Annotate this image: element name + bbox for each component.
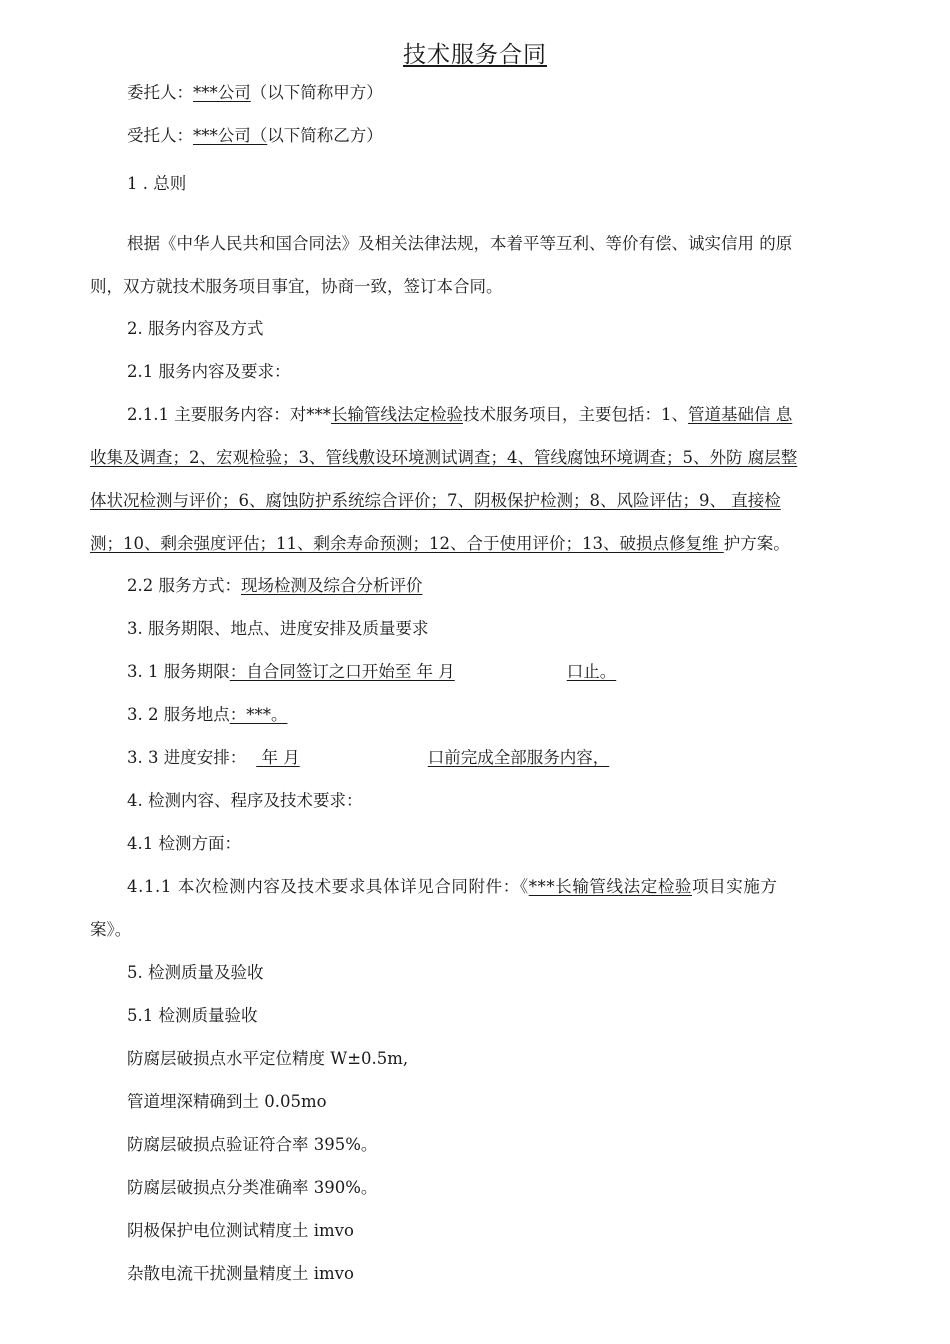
section-3-heading: 3. 服务期限、地点、进度安排及质量要求 bbox=[127, 619, 429, 638]
quality-item: 防腐层破损点验证符合率 395%。 bbox=[127, 1135, 378, 1154]
section-2-heading: 2. 服务内容及方式 bbox=[127, 319, 264, 338]
s211-prefix: 2.1.1 主要服务内容：对*** bbox=[127, 405, 331, 424]
s32-label: 3. 2 服务地点 bbox=[127, 705, 230, 724]
section-2-1-1-line-4 bbox=[90, 533, 790, 555]
s22-value: 现场检测及综合分析评价 bbox=[241, 576, 423, 595]
s211-project: 长输管线法定检验 bbox=[330, 405, 463, 424]
client-label: 委托人： bbox=[127, 83, 193, 102]
s31-label: 3. 1 服务期限 bbox=[127, 662, 230, 681]
s211-mid: 技术服务项目，主要包括：1、 bbox=[462, 405, 688, 424]
section-4-1-1-line-2: 案》。 bbox=[90, 920, 132, 939]
section-2-1-1-line-1 bbox=[127, 404, 792, 426]
s211-item1: 管道基础信 息 bbox=[687, 405, 793, 424]
section-1-paragraph-line-1: 根据《中华人民共和国合同法》及相关法律法规，本着平等互利、等价有偿、诚实信用 的原 bbox=[127, 234, 793, 253]
s31-value: ：自合同签订之口开始至 年 月 口止。 bbox=[229, 662, 617, 681]
section-5-heading: 5. 检测质量及验收 bbox=[127, 963, 264, 982]
section-3-3 bbox=[127, 747, 609, 769]
section-5-1: 5.1 检测质量验收 bbox=[127, 1006, 258, 1025]
client-name: ***公司 bbox=[193, 83, 251, 102]
contractor-name: ***公司（ bbox=[193, 126, 268, 145]
section-2-1: 2.1 服务内容及要求： bbox=[127, 362, 291, 381]
section-4-heading: 4. 检测内容、程序及技术要求： bbox=[127, 791, 363, 810]
section-2-2 bbox=[127, 575, 423, 597]
s32-value: ：***。 bbox=[229, 705, 288, 724]
s211-line4: 测；10、剩余强度评估；11、剩余寿命预测；12、合于使用评价；13、破损点修复维 bbox=[90, 534, 724, 553]
s411-project: ***长输管线法定检验 bbox=[528, 877, 693, 896]
quality-item: 管道埋深精确到土 0.05mo bbox=[127, 1092, 327, 1111]
quality-item: 杂散电流干扰测量精度土 imvo bbox=[127, 1264, 354, 1283]
section-1-heading: 1 . 总则 bbox=[127, 174, 187, 193]
client-note: （以下简称甲方） bbox=[250, 83, 383, 102]
s33-label: 3. 3 进度安排： bbox=[127, 748, 247, 767]
s411-prefix: 4.1.1 本次检测内容及技术要求具体详见合同附件：《 bbox=[127, 877, 529, 896]
quality-item: 防腐层破损点分类准确率 390%。 bbox=[127, 1178, 378, 1197]
section-3-2 bbox=[127, 704, 295, 726]
section-4-1-1-line-1 bbox=[127, 876, 778, 898]
section-3-1 bbox=[127, 661, 626, 683]
s33-value: 年 月 口前完成全部服务内容， bbox=[256, 748, 610, 767]
s22-label: 2.2 服务方式： bbox=[127, 576, 241, 595]
s411-suffix: 项目实施方 bbox=[692, 877, 778, 896]
s211-line4-tail: 护方案。 bbox=[723, 534, 790, 553]
section-1-paragraph-line-2: 则，双方就技术服务项目事宜，协商一致，签订本合同。 bbox=[90, 277, 503, 296]
contractor-note: 以下简称乙方） bbox=[267, 126, 383, 145]
document-title: 技术服务合同 bbox=[403, 42, 547, 68]
contractor-line bbox=[127, 125, 383, 147]
section-2-1-1-line-3: 体状况检测与评价；6、腐蚀防护系统综合评价；7、阴极保护检测；8、风险评估；9、 直接检 bbox=[90, 491, 781, 510]
section-2-1-1-line-2: 收集及调查；2、宏观检验；3、管线敷设环境测试调查；4、管线腐蚀环境调查；5、外防 腐层整 bbox=[90, 448, 798, 467]
contractor-label: 受托人： bbox=[127, 126, 193, 145]
quality-item: 阴极保护电位测试精度土 imvo bbox=[127, 1221, 354, 1240]
client-line bbox=[127, 82, 383, 104]
section-4-1: 4.1 检测方面： bbox=[127, 834, 241, 853]
quality-item: 防腐层破损点水平定位精度 W±0.5m, bbox=[127, 1049, 409, 1068]
